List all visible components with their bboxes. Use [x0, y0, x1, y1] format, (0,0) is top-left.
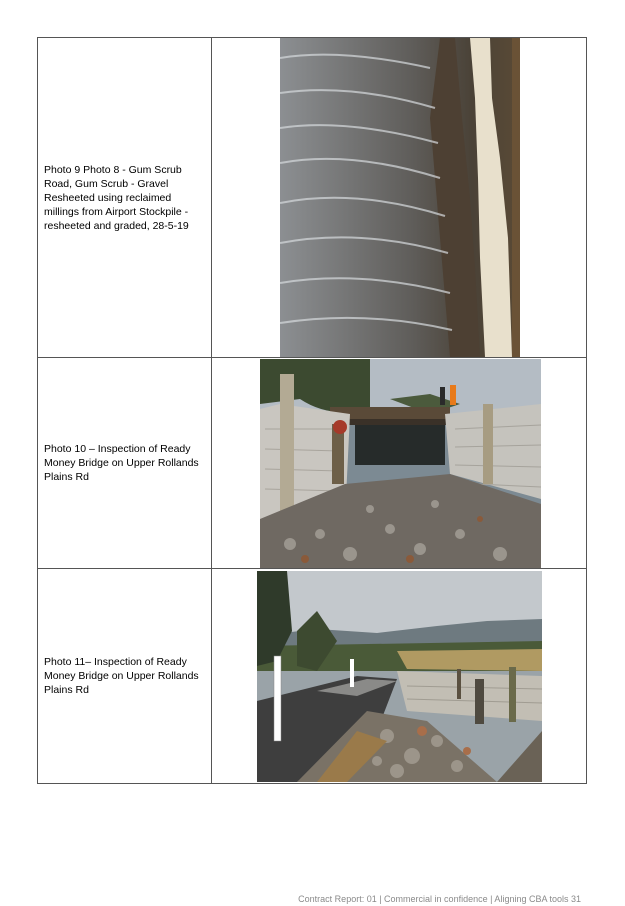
bridge-underside-photo: [260, 359, 541, 568]
gravel-road-photo: [280, 38, 520, 357]
photo-caption: Photo 10 – Inspection of Ready Money Bridge on Upper Rollands Plains Rd: [44, 443, 199, 483]
photo-table: [37, 37, 587, 784]
photo-cell: [212, 569, 587, 784]
bridge-road-photo: [257, 571, 542, 782]
photo-cell: [212, 38, 587, 358]
table-row: [38, 358, 587, 569]
table-row: [38, 38, 587, 358]
photo-caption: Photo 9 Photo 8 - Gum Scrub Road, Gum Scrub - Gravel Resheeted using reclaimed millings from Airport Stockpile - resheeted and graded, 28-5-19: [44, 163, 189, 232]
page-footer: Contract Report: 01 | Commercial in confidence | Aligning CBA tools 31: [298, 894, 581, 904]
photo-cell: [212, 358, 587, 569]
caption-cell: [38, 569, 212, 784]
caption-cell: [38, 38, 212, 358]
caption-cell: [38, 358, 212, 569]
table-row: [38, 569, 587, 784]
photo-caption: Photo 11– Inspection of Ready Money Bridge on Upper Rollands Plains Rd: [44, 656, 199, 696]
